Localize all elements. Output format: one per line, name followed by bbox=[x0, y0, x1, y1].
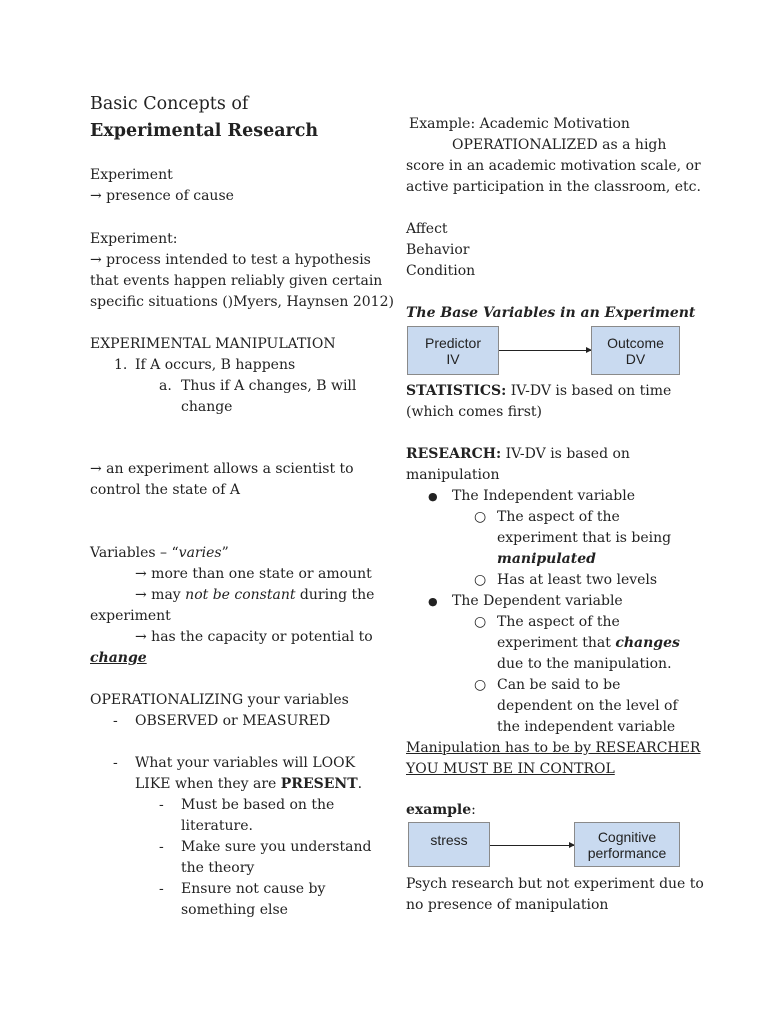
abc-affect: Affect bbox=[406, 221, 448, 237]
dash-marker: - bbox=[159, 797, 164, 813]
circle-marker: ○ bbox=[474, 614, 487, 630]
researcher-control-line-1: Manipulation has to be by RESEARCHER bbox=[406, 740, 701, 756]
operationalizing-heading: OPERATIONALIZING your variables bbox=[90, 692, 349, 708]
experiment-heading-1: Experiment bbox=[90, 167, 173, 183]
dv-aspect-line-1: The aspect of the bbox=[497, 614, 620, 630]
dv-aspect-line-2: experiment that changes bbox=[497, 635, 680, 651]
operationalizing-item-2-line-1: What your variables will LOOK bbox=[135, 755, 356, 771]
iv-aspect-line-1: The aspect of the bbox=[497, 509, 620, 525]
experiment-definition-2-line-3: specific situations ()Myers, Haynsen 2012) bbox=[90, 294, 394, 310]
researcher-control-line-2: YOU MUST BE IN CONTROL bbox=[406, 761, 615, 777]
variables-point-3-cont: change bbox=[90, 650, 147, 666]
bullet-marker: ● bbox=[428, 595, 438, 608]
operationalizing-subitem-2-line-1: Make sure you understand bbox=[181, 839, 372, 855]
experiment-definition-2-line-2: that events happen reliably given certain bbox=[90, 273, 383, 289]
example-line-2: OPERATIONALIZED as a high bbox=[452, 137, 667, 153]
manipulation-subitem-line-2: change bbox=[181, 399, 233, 415]
operationalizing-subitem-1-line-1: Must be based on the bbox=[181, 797, 335, 813]
dv-dependent-line-1: Can be said to be bbox=[497, 677, 621, 693]
statistics-line-1: STATISTICS: IV-DV is based on time bbox=[406, 383, 672, 399]
statistics-line-2: (which comes first) bbox=[406, 404, 543, 420]
dv-label: DV bbox=[625, 350, 646, 367]
variables-point-3: → has the capacity or potential to bbox=[135, 629, 373, 645]
operationalizing-item-2-line-2: LIKE when they are PRESENT. bbox=[135, 776, 363, 792]
dv-dependent-line-3: the independent variable bbox=[497, 719, 676, 735]
circle-marker: ○ bbox=[474, 509, 487, 525]
variables-heading: Variables – “varies” bbox=[90, 545, 229, 561]
performance-label: performance bbox=[587, 844, 667, 861]
manipulation-subitem-line-1: Thus if A changes, B will bbox=[181, 378, 357, 394]
operationalizing-subitem-2-line-2: the theory bbox=[181, 860, 255, 876]
experiment-heading-2: Experiment: bbox=[90, 231, 178, 247]
example-heading: Example: Academic Motivation bbox=[409, 116, 630, 132]
title-line-1: Basic Concepts of bbox=[90, 94, 249, 114]
bullet-marker: ● bbox=[428, 490, 438, 503]
outcome-label: Outcome bbox=[607, 334, 664, 351]
manipulation-heading: EXPERIMENTAL MANIPULATION bbox=[90, 336, 336, 352]
stress-box bbox=[408, 822, 490, 867]
title-line-2: Experimental Research bbox=[90, 121, 319, 141]
iv-label: IV bbox=[446, 350, 460, 367]
outcome-dv-box bbox=[591, 326, 680, 375]
cognitive-performance-box bbox=[574, 822, 680, 867]
research-line-1: RESEARCH: IV-DV is based on bbox=[406, 446, 630, 462]
operationalizing-subitem-3-line-1: Ensure not cause by bbox=[181, 881, 326, 897]
iv-aspect-line-3: manipulated bbox=[497, 551, 596, 567]
dash-marker: - bbox=[113, 755, 118, 771]
control-line-2: control the state of A bbox=[90, 482, 241, 498]
research-line-2: manipulation bbox=[406, 467, 500, 483]
experiment-definition-1: → presence of cause bbox=[90, 188, 234, 204]
dash-marker: - bbox=[159, 881, 164, 897]
example-label: example: bbox=[406, 802, 476, 818]
variables-point-2: → may not be constant during the bbox=[135, 587, 375, 603]
base-variables-title: The Base Variables in an Experiment bbox=[406, 305, 696, 321]
manipulation-item: If A occurs, B happens bbox=[135, 357, 296, 373]
manipulation-subitem-letter: a. bbox=[159, 378, 172, 394]
stress-label: stress bbox=[430, 832, 468, 848]
operationalizing-subitem-1-line-2: literature. bbox=[181, 818, 253, 834]
abc-behavior: Behavior bbox=[406, 242, 470, 258]
circle-marker: ○ bbox=[474, 677, 487, 693]
operationalizing-subitem-3-line-2: something else bbox=[181, 902, 288, 918]
manipulation-item-number: 1. bbox=[114, 357, 128, 373]
control-line-1: → an experiment allows a scientist to bbox=[90, 461, 354, 477]
dv-dependent-line-2: dependent on the level of bbox=[497, 698, 678, 714]
experiment-definition-2-line-1: → process intended to test a hypothesis bbox=[90, 252, 371, 268]
dv-aspect-line-3: due to the manipulation. bbox=[497, 656, 672, 672]
independent-variable-heading: The Independent variable bbox=[452, 488, 635, 504]
psych-research-line-1: Psych research but not experiment due to bbox=[406, 876, 704, 892]
dash-marker: - bbox=[159, 839, 164, 855]
circle-marker: ○ bbox=[474, 572, 487, 588]
psych-research-line-2: no presence of manipulation bbox=[406, 897, 609, 913]
stress-to-performance-arrow bbox=[490, 845, 574, 846]
dash-marker: - bbox=[113, 713, 118, 729]
operationalizing-item-1: OBSERVED or MEASURED bbox=[135, 713, 331, 729]
abc-condition: Condition bbox=[406, 263, 476, 279]
cognitive-label: Cognitive bbox=[597, 828, 657, 845]
predictor-label: Predictor bbox=[424, 334, 482, 351]
iv-levels: Has at least two levels bbox=[497, 572, 658, 588]
predictor-iv-box bbox=[407, 326, 499, 375]
iv-aspect-line-2: experiment that is being bbox=[497, 530, 672, 546]
example-line-4: active participation in the classroom, etc. bbox=[406, 179, 701, 195]
dependent-variable-heading: The Dependent variable bbox=[452, 593, 623, 609]
variables-point-2-cont: experiment bbox=[90, 608, 171, 624]
iv-to-dv-arrow bbox=[499, 350, 591, 351]
variables-point-1: → more than one state or amount bbox=[135, 566, 372, 582]
example-line-3: score in an academic motivation scale, or bbox=[406, 158, 701, 174]
